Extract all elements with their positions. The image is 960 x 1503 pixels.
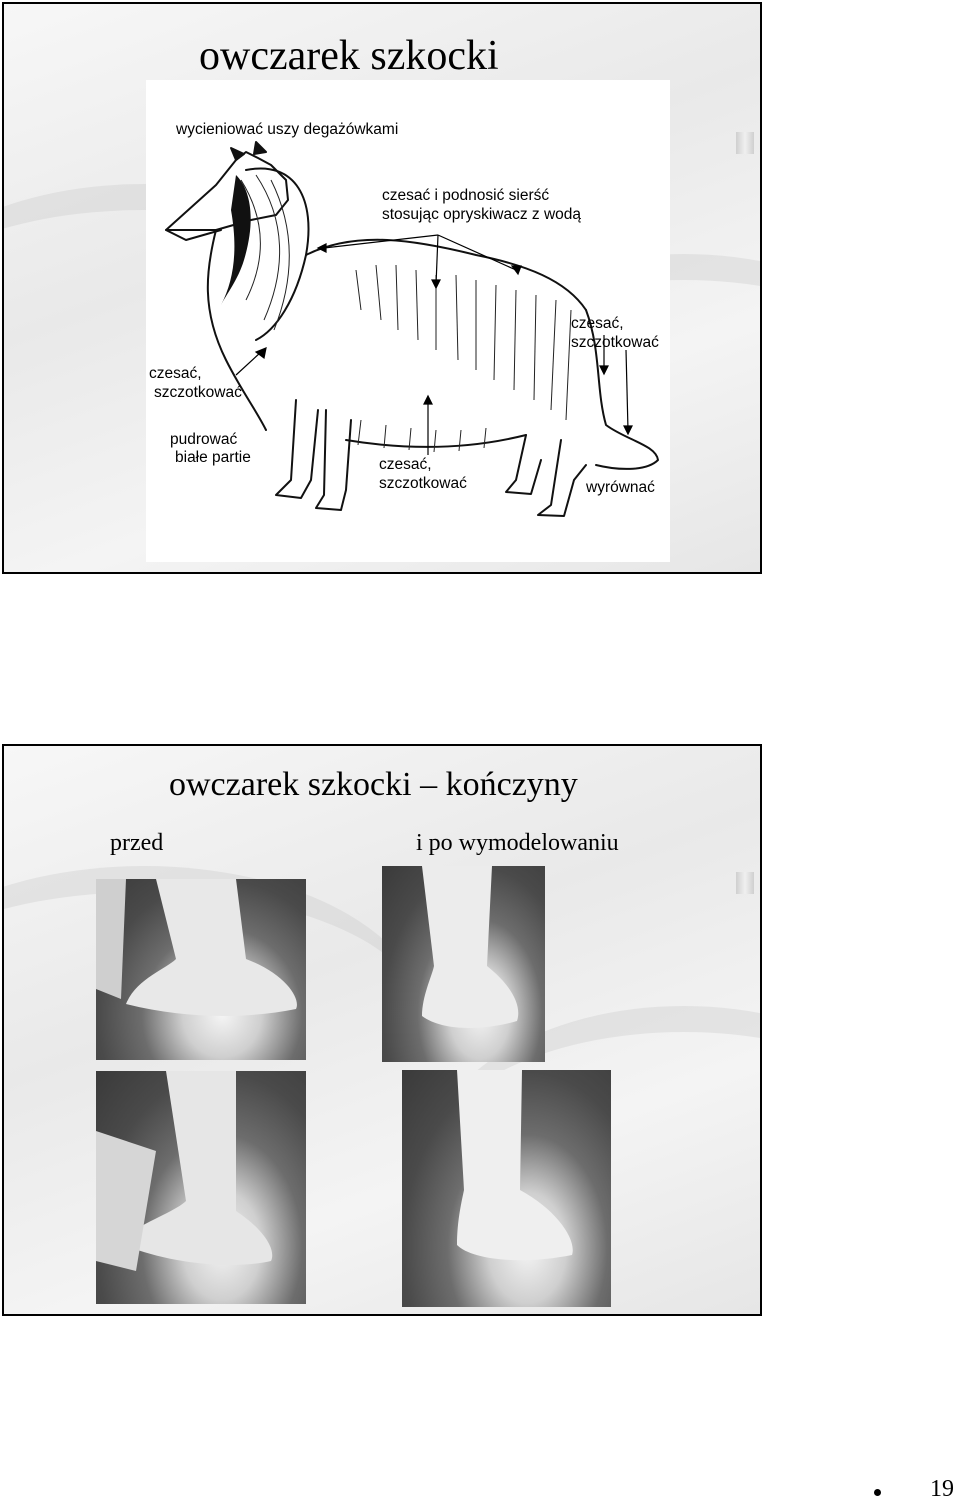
- label-rear-line2: szczotkować: [571, 334, 659, 351]
- label-chest-line2: szczotkować: [154, 384, 242, 401]
- label-belly-line1: czesać,: [379, 456, 432, 473]
- label-legs-line1: pudrować: [170, 431, 238, 448]
- bullet-dot: [874, 1489, 881, 1496]
- page-number: 19: [930, 1476, 954, 1502]
- slide-title: owczarek szkocki – kończyny: [169, 766, 578, 803]
- label-after: i po wymodelowaniu: [416, 830, 619, 856]
- slide-title: owczarek szkocki: [199, 33, 499, 79]
- label-back-line2: stosując opryskiwacz z wodą: [382, 206, 581, 223]
- slide-tab-decoration: [736, 132, 754, 154]
- label-tail: wyrównać: [586, 479, 655, 496]
- label-legs-line2: białe partie: [175, 449, 251, 466]
- slide-grooming-diagram: [2, 2, 762, 574]
- photo-paw-before-1: [96, 879, 306, 1060]
- paw-shape: [382, 866, 545, 1062]
- label-back-line1: czesać i podnosić sierść: [382, 187, 550, 204]
- label-belly-line2: szczotkować: [379, 475, 467, 492]
- paw-shape: [96, 879, 306, 1060]
- slide-limbs-comparison: [2, 744, 762, 1316]
- collie-drawing: [146, 80, 670, 562]
- photo-paw-after-2: [402, 1070, 611, 1307]
- photo-paw-before-2: [96, 1071, 306, 1304]
- label-chest-line1: czesać,: [149, 365, 202, 382]
- photo-paw-after-1: [382, 866, 545, 1062]
- label-before: przed: [110, 830, 164, 856]
- paw-shape: [402, 1070, 611, 1307]
- label-ears: wycieniować uszy degażówkami: [176, 121, 399, 138]
- slide-tab-decoration: [736, 872, 754, 894]
- label-rear-line1: czesać,: [571, 315, 624, 332]
- paw-shape: [96, 1071, 306, 1304]
